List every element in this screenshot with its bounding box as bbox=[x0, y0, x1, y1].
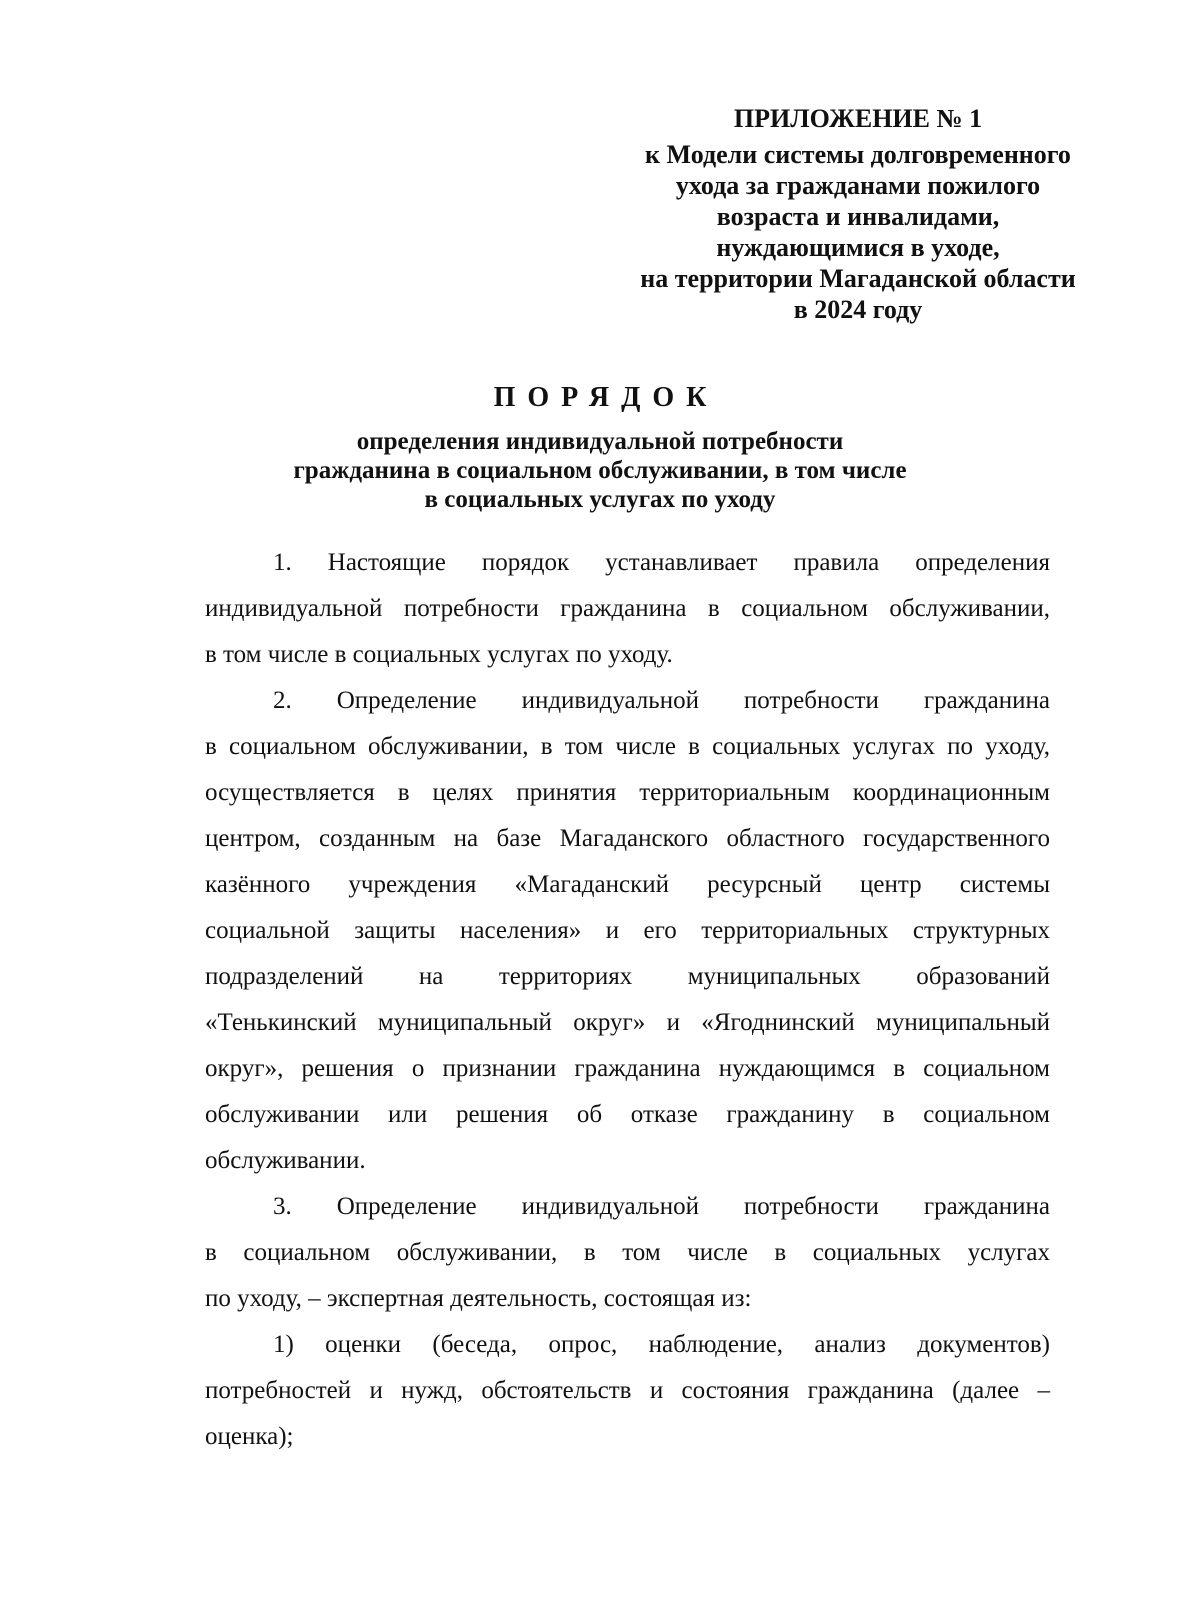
paragraph-line: округ», решения о признании гражданина нуждающимся в социальном bbox=[205, 1055, 1050, 1082]
paragraph-line: индивидуальной потребности гражданина в социальном обслуживании, bbox=[205, 595, 1050, 622]
paragraph-line: 1. Настоящие порядок устанавливает правила определения bbox=[273, 549, 1050, 576]
document-title: ПОРЯДОК bbox=[493, 382, 719, 413]
paragraph-line: 2. Определение индивидуальной потребности гражданина bbox=[273, 687, 1050, 714]
paragraph-1 bbox=[205, 540, 1050, 678]
paragraph-line: по уходу, – экспертная деятельность, состоящая из: bbox=[205, 1285, 752, 1312]
paragraph-line: 1) оценки (беседа, опрос, наблюдение, анализ документов) bbox=[273, 1331, 1050, 1358]
paragraph-line: в том числе в социальных услугах по уходу. bbox=[205, 641, 673, 668]
appendix-reference-line: возраста и инвалидами, bbox=[716, 202, 1000, 231]
paragraph-line: оценка); bbox=[205, 1423, 294, 1450]
paragraph-line: обслуживании или решения об отказе гражданину в социальном bbox=[205, 1101, 1050, 1128]
paragraph-line: казённого учреждения «Магаданский ресурсный центр системы bbox=[205, 871, 1050, 898]
appendix-reference-line: ухода за гражданами пожилого bbox=[675, 171, 1041, 200]
document-heading bbox=[0, 381, 1200, 514]
paragraph-line: подразделений на территориях муниципальных образований bbox=[205, 963, 1050, 990]
appendix-reference-line: на территории Магаданской области bbox=[640, 264, 1076, 293]
paragraph-line: обслуживании. bbox=[205, 1147, 366, 1174]
paragraph-line: «Тенькинский муниципальный округ» и «Ягоднинский муниципальный bbox=[205, 1009, 1050, 1036]
appendix-reference-line: к Модели системы долговременного bbox=[645, 140, 1071, 169]
paragraph-line: социальной защиты населения» и его территориальных структурных bbox=[205, 917, 1050, 944]
paragraph-line: центром, созданным на базе Магаданского областного государственного bbox=[205, 825, 1050, 852]
paragraph-2 bbox=[205, 678, 1050, 1184]
paragraph-line: 3. Определение индивидуальной потребности гражданина bbox=[273, 1193, 1050, 1220]
appendix-reference-line: нуждающимися в уходе, bbox=[716, 233, 1000, 262]
document-subtitle-line: гражданина в социальном обслуживании, в том числе bbox=[293, 457, 907, 484]
paragraph-line: в социальном обслуживании, в том числе в социальных услугах bbox=[205, 1239, 1050, 1266]
document-subtitle-line: в социальных услугах по уходу bbox=[424, 486, 776, 513]
paragraph-line: осуществляется в целях принятия территориальным координационным bbox=[205, 779, 1050, 806]
appendix-block bbox=[598, 103, 1118, 325]
paragraph-3-item-1 bbox=[205, 1322, 1050, 1460]
appendix-title: ПРИЛОЖЕНИЕ № 1 bbox=[733, 104, 983, 133]
document-subtitle-line: определения индивидуальной потребности bbox=[356, 428, 844, 455]
document-body bbox=[205, 540, 1050, 1460]
appendix-reference-line: в 2024 году bbox=[793, 295, 923, 324]
paragraph-3 bbox=[205, 1184, 1050, 1322]
paragraph-line: потребностей и нужд, обстоятельств и состояния гражданина (далее – bbox=[205, 1377, 1050, 1404]
paragraph-line: в социальном обслуживании, в том числе в социальных услугах по уходу, bbox=[205, 733, 1050, 760]
